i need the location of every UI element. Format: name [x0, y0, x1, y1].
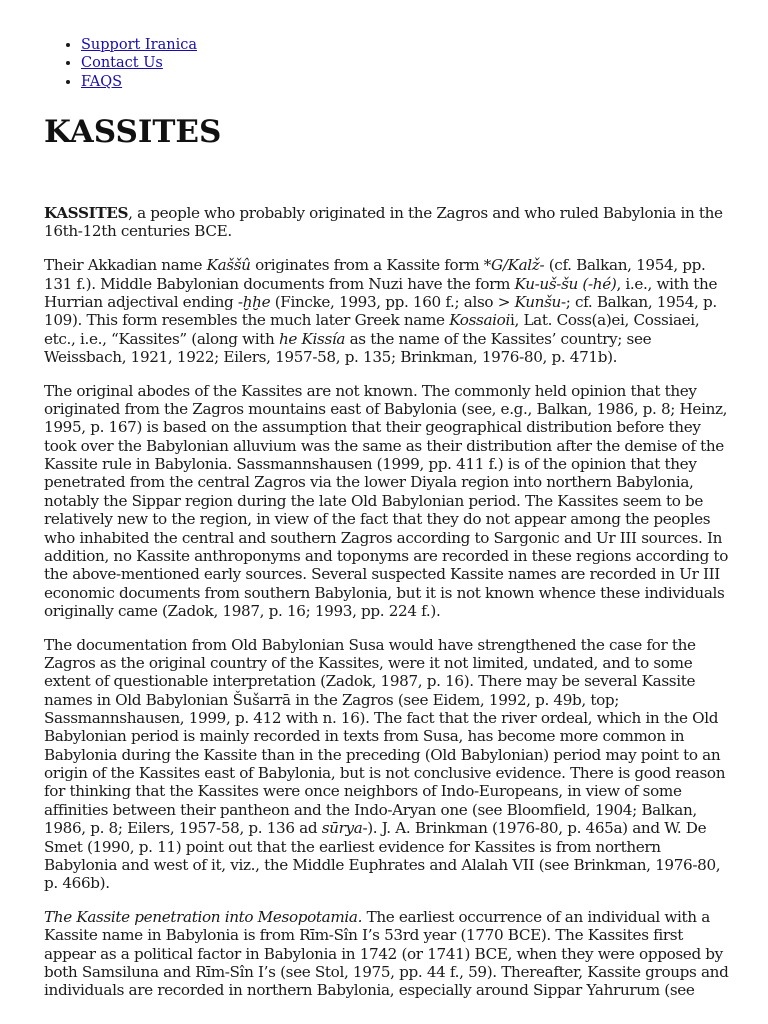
paragraph-susa-documentation — [44, 636, 734, 893]
italic-term: Kossaioi — [449, 311, 510, 330]
section-heading-italic: The Kassite penetration into Mesopotamia. — [44, 908, 363, 927]
text-span: , a people who probably originated in the Zagros and who ruled Babylonia in the 16th-12th centuries BCE. — [44, 204, 723, 241]
nav-item-faqs — [81, 73, 197, 91]
top-nav-list — [44, 36, 197, 91]
italic-term: sūrya — [321, 819, 363, 838]
italic-term: ḫḫe — [242, 292, 271, 311]
paragraph-intro — [44, 204, 734, 241]
text-span: The earliest occurrence of an individual with a Kassite name in Babylonia is from Rīm-Sîn I’s 53rd year (1770 BCE). The Kassites first appear as a political factor in Babylonia in 1742 (or 1741) BCE, when they were opposed by both Samsiluna and Rīm-Sîn I’s (see Stol, 1975, pp. 44 f., 59). Thereafter, Kassite groups and individuals are recorded in northern Babylonia, especially around Sippar Yahrurum (see — [44, 908, 729, 1000]
contact-us-link[interactable]: Contact Us — [81, 55, 163, 72]
article-body — [44, 204, 734, 1015]
text-span: -; cf. Balkan, 1954, p. 109). This form resembles the much later Greek name — [44, 292, 717, 330]
italic-term: Ku-uš-šu (-hé) — [514, 274, 617, 293]
page-title: KASSITES — [44, 114, 222, 150]
nav-item-support — [81, 36, 197, 54]
italic-term: he Kissía — [278, 329, 346, 348]
text-span: (Fincke, 1993, pp. 160 f.; also > — [270, 292, 515, 311]
text-span: originates from a Kassite form — [250, 256, 484, 275]
headword: KASSITES — [44, 204, 129, 222]
italic-term: Kunšu — [514, 292, 561, 311]
text-span: The documentation from Old Babylonian Susa would have strengthened the case for the Zagros as the original country of the Kassites, were it not limited, undated, and to some extent of questionable interpretation (Zadok, 1987, p. 16). There may be several Kassite names in Old Babylonian Šušarrā in the Zagros (see Eidem, 1992, p. 49b, top; Sassmannshausen, 1999, p. 412 with n. 16). The fact that the river ordeal, which in the Old Babylonian period is mainly recorded in texts from Susa, has become more common in Babylonia during the Kassite than in the preceding (Old Babylonian) period may point to an origin of the Kassites east of Babylonia, but is not conclusive evidence. There is good reason for thinking that the Kassites were once neighbors of Indo-Europeans, in view of some affinities between their pantheon and the Indo-Aryan one (see Bloomfield, 1904; Balkan, 1986, p. 8; Eilers, 1957-58, p. 136 ad — [44, 635, 726, 838]
paragraph-name-origin — [44, 256, 734, 366]
text-span: Their Akkadian name — [44, 256, 207, 275]
text-span: as the name of the Kassites’ country; see Weissbach, 1921, 1922; Eilers, 1957-58, p. 135; Brinkman, 1976-80, p. 471b). — [44, 329, 652, 366]
nav-item-contact — [81, 54, 197, 72]
faqs-link[interactable]: FAQS — [81, 73, 123, 90]
text-span: -). J. A. Brinkman (1976-80, p. 465a) and W. De Smet (1990, p. 11) point out that the earliest evidence for Kassites is from northern Babylonia and west of it, viz., the Middle Euphrates and Alalah VII (see Brinkman, 1976-80, p. 466b). — [44, 819, 721, 893]
italic-term: Kaššû — [206, 256, 251, 275]
support-iranica-link[interactable]: Support Iranica — [81, 37, 197, 53]
paragraph-penetration — [44, 908, 734, 1000]
text-span: (cf. Balkan, 1954, pp. 131 f.). Middle Babylonian documents from Nuzi have the form — [44, 256, 706, 293]
text-span: i, Lat. Coss(a)ei, Cossiaei, etc., i.e., “Kassites” (along with — [44, 311, 700, 348]
paragraph-original-abodes: The original abodes of the Kassites are not known. The commonly held opinion that they originated from the Zagros mountains east of Babylonia (see, e.g., Balkan, 1986, p. 8; Heinz, 1995, p. 167) is based on the assumption that their geographical distribution before they took over the Babylonian alluvium was the same as their distribution after the demise of the Kassite rule in Babylonia. Sassmannshausen (1999, pp. 411 f.) is of the opinion that they penetrated from the central Zagros via the lower Diyala region into northern Babylonia, notably the Sippar region during the late Old Babylonian period. The Kassites seem to be relatively new to the region, in view of the fact that they do not appear among the peoples who inhabited the central and southern Zagros according to Sargonic and Ur III sources. In addition, no Kassite anthroponyms and toponyms are recorded in these regions according to the above-mentioned early sources. Several suspected Kassite names are recorded in Ur III economic documents from southern Babylonia, but it is not known whence these individuals originally came (Zadok, 1987, p. 16; 1993, pp. 224 f.). — [44, 381, 729, 620]
text-span: , i.e., with the Hurrian adjectival ending - — [44, 274, 718, 311]
italic-term: *G/Kalž- — [483, 256, 545, 275]
